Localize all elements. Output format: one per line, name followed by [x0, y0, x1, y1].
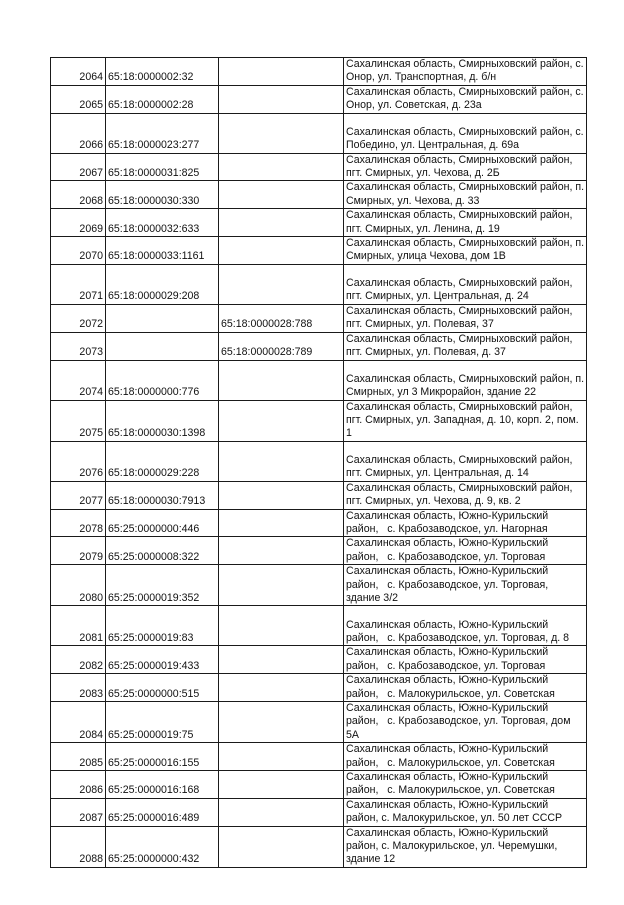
address-line: пгт. Смирных, ул. Чехова, д. 9, кв. 2: [346, 495, 521, 508]
address-line: Сахалинская область, Южно-Курильский: [346, 798, 549, 811]
row-number: 2081: [51, 606, 106, 646]
related-cadastral-number: [219, 237, 344, 265]
cadastral-number: [106, 304, 219, 332]
cadastral-number: 65:18:0000002:28: [106, 85, 219, 113]
address-line: пгт. Смирных, ул. Ленина, д. 19: [346, 222, 500, 235]
row-number: 2071: [51, 264, 106, 304]
cadastral-number: 65:18:0000002:32: [106, 58, 219, 86]
address-cell: [344, 743, 587, 771]
related-cadastral-number: [219, 441, 344, 481]
address-line: район, с. Крабозаводское, ул. Торговая: [346, 659, 546, 672]
table-row: [51, 113, 587, 153]
table-row: [51, 332, 587, 360]
cadastral-number: 65:18:0000030:330: [106, 181, 219, 209]
cadastral-number: 65:25:0000019:83: [106, 606, 219, 646]
row-number: 2076: [51, 441, 106, 481]
address-cell: [344, 771, 587, 799]
address-cell: [344, 153, 587, 181]
address-line: Сахалинская область, Южно-Курильский: [346, 743, 549, 756]
address-cell: [344, 181, 587, 209]
cadastral-number: 65:25:0000008:322: [106, 537, 219, 565]
row-number: 2084: [51, 702, 106, 743]
row-number: 2085: [51, 743, 106, 771]
address-line: Сахалинская область, Южно-Курильский: [346, 646, 549, 659]
address-cell: [344, 360, 587, 400]
address-line: район, с. Малокурильское, ул. 50 лет СССР: [346, 812, 563, 825]
row-number: 2078: [51, 509, 106, 537]
address-line: Сахалинская область, Южно-Курильский: [346, 826, 549, 839]
cadastral-number: 65:25:0000016:155: [106, 743, 219, 771]
related-cadastral-number: [219, 400, 344, 441]
related-cadastral-number: [219, 743, 344, 771]
address-cell: [344, 702, 587, 743]
address-line: пгт. Смирных, ул. Полевая, 37: [346, 318, 494, 331]
related-cadastral-number: [219, 674, 344, 702]
address-line: Сахалинская область, Смирныховский район,: [346, 453, 573, 466]
row-number: 2067: [51, 153, 106, 181]
address-line: здание 3/2: [346, 591, 399, 604]
address-line: Сахалинская область, Смирныховский район,: [346, 153, 573, 166]
table-row: [51, 606, 587, 646]
address-line: Сахалинская область, Смирныховский район, с.: [346, 125, 584, 138]
cadastral-number: 65:25:0000019:75: [106, 702, 219, 743]
address-line: Победино, ул. Центральная, д. 69а: [346, 139, 519, 152]
address-line: Сахалинская область, Смирныховский район, с.: [346, 85, 584, 98]
address-line: здание 12: [346, 853, 396, 866]
address-line: Сахалинская область, Смирныховский район,: [346, 332, 573, 345]
address-line: пгт. Смирных, ул. Западная, д. 10, корп. 2, пом.: [346, 413, 579, 426]
address-cell: [344, 646, 587, 674]
address-line: Сахалинская область, Смирныховский район, п.: [346, 237, 585, 250]
cadastral-number: [106, 332, 219, 360]
address-line: Сахалинская область, Южно-Курильский: [346, 771, 549, 784]
related-cadastral-number: [219, 153, 344, 181]
address-cell: [344, 209, 587, 237]
address-cell: [344, 509, 587, 537]
cadastral-number: 65:25:0000016:168: [106, 771, 219, 799]
address-line: Сахалинская область, Смирныховский район,: [346, 209, 573, 222]
related-cadastral-number: [219, 565, 344, 606]
related-cadastral-number: [219, 509, 344, 537]
address-line: пгт. Смирных, ул. Полевая, д. 37: [346, 346, 506, 359]
row-number: 2072: [51, 304, 106, 332]
table-row: [51, 441, 587, 481]
cadastral-number: 65:18:0000023:277: [106, 113, 219, 153]
related-cadastral-number: [219, 209, 344, 237]
address-cell: [344, 58, 587, 86]
cadastral-number: 65:25:0000000:446: [106, 509, 219, 537]
table-row: [51, 646, 587, 674]
address-line: Сахалинская область, Смирныховский район,: [346, 304, 573, 317]
row-number: 2066: [51, 113, 106, 153]
document-page: [50, 57, 587, 868]
address-cell: [344, 113, 587, 153]
related-cadastral-number: [219, 113, 344, 153]
related-cadastral-number: 65:18:0000028:788: [219, 304, 344, 332]
cadastral-number: 65:25:0000019:433: [106, 646, 219, 674]
row-number: 2088: [51, 826, 106, 867]
cadastral-number: 65:25:0000019:352: [106, 565, 219, 606]
related-cadastral-number: [219, 798, 344, 826]
address-cell: [344, 606, 587, 646]
related-cadastral-number: [219, 481, 344, 509]
table-row: [51, 85, 587, 113]
address-cell: [344, 537, 587, 565]
address-line: Сахалинская область, Южно-Курильский: [346, 618, 549, 631]
row-number: 2075: [51, 400, 106, 441]
table-row: [51, 237, 587, 265]
address-line: Сахалинская область, Южно-Курильский: [346, 565, 549, 578]
cadastral-number: 65:18:0000029:228: [106, 441, 219, 481]
address-line: район, с. Малокурильское, ул. Советская: [346, 687, 555, 700]
address-line: Сахалинская область, Южно-Курильский: [346, 674, 549, 687]
address-line: Смирных, ул 3 Микрорайон, здание 22: [346, 386, 536, 399]
address-cell: [344, 264, 587, 304]
row-number: 2080: [51, 565, 106, 606]
table-row: [51, 264, 587, 304]
address-line: Сахалинская область, Смирныховский район,: [346, 481, 573, 494]
address-line: район, с. Крабозаводское, ул. Торговая, д. 8: [346, 631, 570, 644]
address-line: Сахалинская область, Южно-Курильский: [346, 702, 549, 714]
related-cadastral-number: [219, 85, 344, 113]
address-line: 5А: [346, 728, 359, 741]
cadastral-number: 65:18:0000029:208: [106, 264, 219, 304]
address-cell: [344, 481, 587, 509]
table-row: [51, 58, 587, 86]
related-cadastral-number: [219, 181, 344, 209]
row-number: 2086: [51, 771, 106, 799]
table-row: [51, 400, 587, 441]
row-number: 2068: [51, 181, 106, 209]
related-cadastral-number: [219, 826, 344, 867]
table-row: [51, 181, 587, 209]
table-row: [51, 674, 587, 702]
row-number: 2074: [51, 360, 106, 400]
address-line: район, с. Крабозаводское, ул. Торговая,: [346, 578, 549, 591]
row-number: 2069: [51, 209, 106, 237]
row-number: 2077: [51, 481, 106, 509]
address-cell: [344, 400, 587, 441]
table-row: [51, 209, 587, 237]
cadastral-number: 65:18:0000031:825: [106, 153, 219, 181]
related-cadastral-number: 65:18:0000028:789: [219, 332, 344, 360]
cadastral-number: 65:18:0000033:1161: [106, 237, 219, 265]
address-line: район, с. Крабозаводское, ул. Торговая, дом: [346, 715, 571, 728]
address-line: Онор, ул. Советская, д. 23а: [346, 99, 482, 112]
row-number: 2082: [51, 646, 106, 674]
address-cell: [344, 798, 587, 826]
address-cell: [344, 565, 587, 606]
address-cell: [344, 304, 587, 332]
address-line: Сахалинская область, Смирныховский район, с.: [346, 58, 584, 70]
table-row: [51, 537, 587, 565]
row-number: 2070: [51, 237, 106, 265]
related-cadastral-number: [219, 58, 344, 86]
cadastral-number: 65:18:0000032:633: [106, 209, 219, 237]
related-cadastral-number: [219, 606, 344, 646]
address-line: Сахалинская область, Смирныховский район,: [346, 400, 573, 413]
cadastral-number: 65:25:0000000:515: [106, 674, 219, 702]
address-line: пгт. Смирных, ул. Центральная, д. 24: [346, 290, 529, 303]
address-cell: [344, 826, 587, 867]
address-line: район, с. Крабозаводское, ул. Торговая: [346, 550, 546, 563]
address-line: 1: [346, 427, 352, 440]
table-row: [51, 702, 587, 743]
cadastral-number: 65:18:0000030:7913: [106, 481, 219, 509]
table-row: [51, 304, 587, 332]
row-number: 2065: [51, 85, 106, 113]
address-line: пгт. Смирных, ул. Центральная, д. 14: [346, 467, 529, 480]
related-cadastral-number: [219, 771, 344, 799]
related-cadastral-number: [219, 702, 344, 743]
address-line: Смирных, улица Чехова, дом 1В: [346, 250, 506, 263]
address-cell: [344, 237, 587, 265]
table-row: [51, 565, 587, 606]
address-line: Сахалинская область, Смирныховский район, п.: [346, 372, 585, 385]
row-number: 2064: [51, 58, 106, 86]
address-line: Сахалинская область, Южно-Курильский: [346, 537, 549, 550]
address-line: пгт. Смирных, ул. Чехова, д. 2Б: [346, 167, 500, 180]
row-number: 2083: [51, 674, 106, 702]
address-line: район, с. Малокурильское, ул. Советская: [346, 784, 555, 797]
address-cell: [344, 441, 587, 481]
cadastral-number: 65:25:0000016:489: [106, 798, 219, 826]
address-line: Сахалинская область, Смирныховский район, п.: [346, 181, 585, 194]
address-line: район, с. Малокурильское, ул. Черемушки,: [346, 840, 558, 853]
table-row: [51, 153, 587, 181]
address-line: Онор, ул. Транспортная, д. б/н: [346, 71, 497, 84]
table-row: [51, 743, 587, 771]
row-number: 2079: [51, 537, 106, 565]
table-row: [51, 360, 587, 400]
related-cadastral-number: [219, 537, 344, 565]
table-row: [51, 826, 587, 867]
row-number: 2073: [51, 332, 106, 360]
property-table: [50, 57, 587, 868]
table-row: [51, 509, 587, 537]
table-row: [51, 481, 587, 509]
table-row: [51, 798, 587, 826]
table-row: [51, 771, 587, 799]
address-line: район, с. Малокурильское, ул. Советская: [346, 756, 555, 769]
address-cell: [344, 85, 587, 113]
cadastral-number: 65:25:0000000:432: [106, 826, 219, 867]
table-body: [51, 58, 587, 868]
address-cell: [344, 674, 587, 702]
address-line: район, с. Крабозаводское, ул. Нагорная: [346, 522, 548, 535]
row-number: 2087: [51, 798, 106, 826]
related-cadastral-number: [219, 360, 344, 400]
address-line: Смирных, ул. Чехова, д. 33: [346, 194, 480, 207]
related-cadastral-number: [219, 264, 344, 304]
address-line: Сахалинская область, Южно-Курильский: [346, 509, 549, 522]
cadastral-number: 65:18:0000030:1398: [106, 400, 219, 441]
related-cadastral-number: [219, 646, 344, 674]
cadastral-number: 65:18:0000000:776: [106, 360, 219, 400]
address-line: Сахалинская область, Смирныховский район,: [346, 277, 573, 290]
address-cell: [344, 332, 587, 360]
